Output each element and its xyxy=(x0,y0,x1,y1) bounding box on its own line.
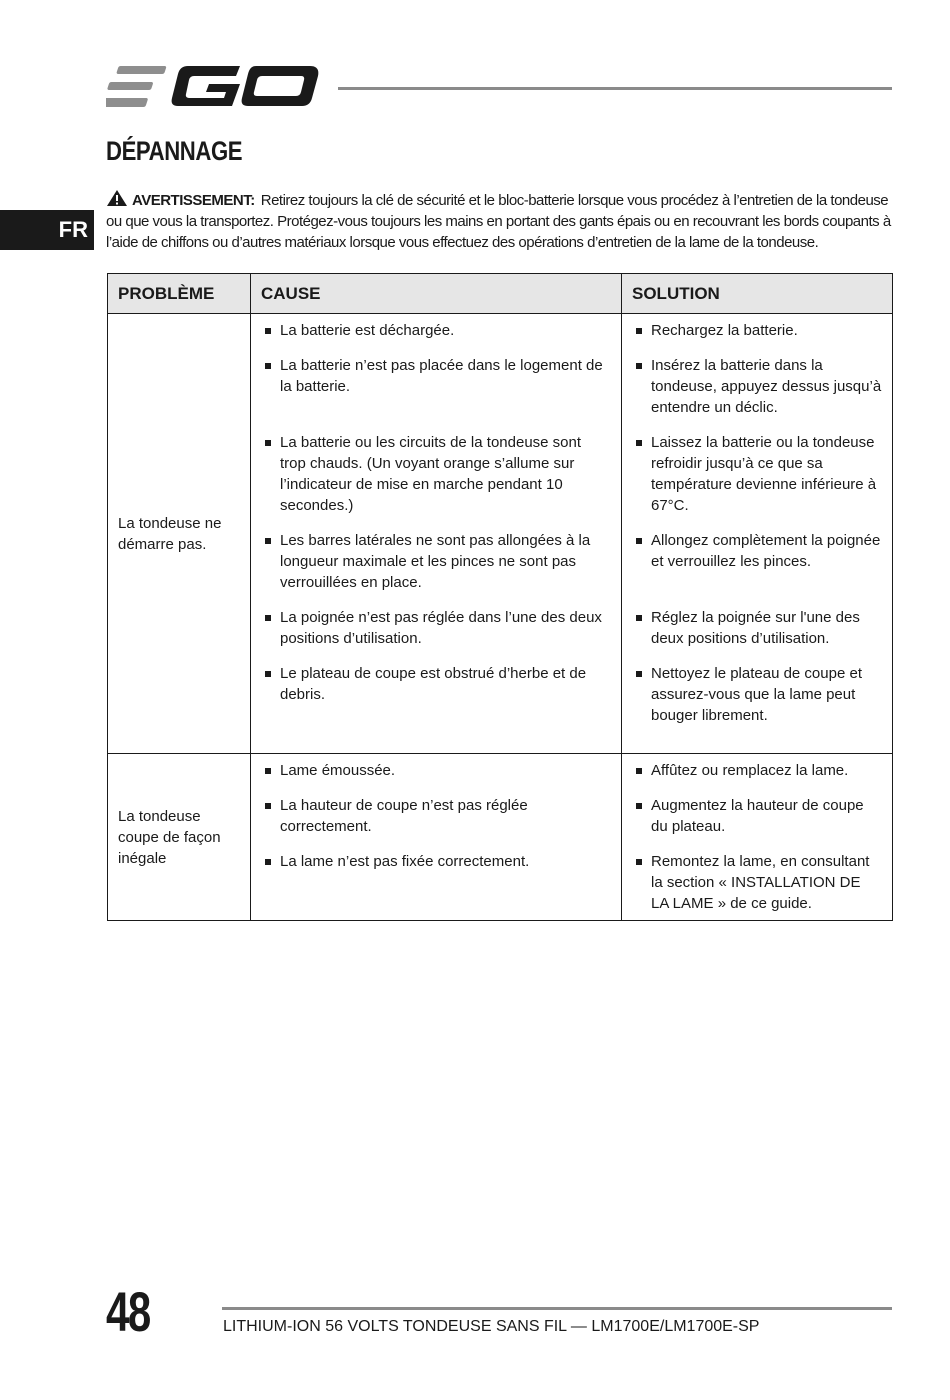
header-problem: PROBLÈME xyxy=(108,274,251,314)
footer-text: LITHIUM-ION 56 VOLTS TONDEUSE SANS FIL — LM1700E/LM1700E-SP xyxy=(223,1318,760,1335)
table-row xyxy=(108,754,893,921)
language-tab xyxy=(0,210,94,250)
solution-text: Insérez la batterie dans la tondeuse, appuyez dessus jusqu’à entendre un déclic. xyxy=(651,357,882,416)
cause-item xyxy=(263,795,611,837)
solution-cell xyxy=(622,314,893,754)
bullet-icon xyxy=(636,671,642,677)
bullet-icon xyxy=(265,803,271,809)
bullet-icon xyxy=(265,538,271,544)
warning-text: Retirez toujours la clé de sécurité et le bloc-batterie lorsque vous procédez à l’entretien de la tondeuse ou que vous la transportez. Protégez-vous toujours les mains en portant des gants épais ou en recouvrant les bords coupants à l’aide de chiffons ou d’autres matériaux lorsque vous effectuez des opérations d’entretien de la lame de la tondeuse. xyxy=(106,192,891,251)
bullet-icon xyxy=(636,538,642,544)
cause-item xyxy=(263,355,611,397)
troubleshooting-table xyxy=(107,273,893,921)
warning-triangle-icon xyxy=(106,189,128,207)
bullet-icon xyxy=(636,615,642,621)
bullet-icon xyxy=(636,768,642,774)
header-solution: SOLUTION xyxy=(622,274,893,314)
solution-text: Rechargez la batterie. xyxy=(651,322,798,339)
cause-text: La batterie ou les circuits de la tondeuse sont trop chauds. (Un voyant orange s’allume sur l’indicateur de mise en marche pendant 10 secondes.) xyxy=(280,434,582,514)
cause-item xyxy=(263,607,611,649)
warning-label: AVERTISSEMENT: xyxy=(132,192,255,209)
table-row xyxy=(108,314,893,754)
bullet-icon xyxy=(636,328,642,334)
bullet-icon xyxy=(636,440,642,446)
ego-logo xyxy=(106,62,320,112)
cause-item xyxy=(263,432,611,516)
solution-item xyxy=(634,760,882,781)
solution-text: Affûtez ou remplacez la lame. xyxy=(651,762,849,779)
cause-item xyxy=(263,320,611,341)
cause-item xyxy=(263,760,611,781)
solution-text: Laissez la batterie ou la tondeuse refroidir jusqu’à ce que sa température devienne inférieure à 67°C. xyxy=(651,434,877,514)
solution-item xyxy=(634,320,882,341)
cause-cell xyxy=(251,314,622,754)
problem-cell: La tondeuse ne démarre pas. xyxy=(108,314,251,754)
solution-text: Allongez complètement la poignée et verrouillez les pinces. xyxy=(651,532,881,570)
problem-cell: La tondeuse coupe de façon inégale xyxy=(108,754,251,921)
cause-text: Lame émoussée. xyxy=(280,762,396,779)
bullet-icon xyxy=(265,363,271,369)
solution-text: Réglez la poignée sur l'une des deux positions d’utilisation. xyxy=(651,609,860,647)
solution-item xyxy=(634,795,882,837)
bullet-icon xyxy=(265,671,271,677)
cause-item xyxy=(263,663,611,705)
cause-text: La hauteur de coupe n’est pas réglée correctement. xyxy=(280,797,528,835)
page-number: 48 xyxy=(106,1280,150,1343)
solution-text: Nettoyez le plateau de coupe et assurez-vous que la lame peut bouger librement. xyxy=(651,665,862,724)
section-title: DÉPANNAGE xyxy=(106,136,243,166)
solution-item xyxy=(634,663,882,726)
cause-item xyxy=(263,851,611,872)
language-tab-label: FR xyxy=(58,217,88,242)
table-header-row xyxy=(108,274,893,314)
solution-item xyxy=(634,530,882,572)
header-cause: CAUSE xyxy=(251,274,622,314)
bullet-icon xyxy=(636,859,642,865)
cause-text: La batterie n’est pas placée dans le logement de la batterie. xyxy=(280,357,603,395)
cause-text: La poignée n’est pas réglée dans l’une des deux positions d’utilisation. xyxy=(280,609,602,647)
solution-item xyxy=(634,851,882,914)
solution-item xyxy=(634,607,882,649)
warning-notice xyxy=(106,189,896,253)
bullet-icon xyxy=(636,803,642,809)
cause-text: La batterie est déchargée. xyxy=(280,322,455,339)
header-rule xyxy=(338,87,892,90)
cause-text: Le plateau de coupe est obstrué d’herbe et de debris. xyxy=(280,665,587,703)
bullet-icon xyxy=(265,859,271,865)
bullet-icon xyxy=(265,768,271,774)
solution-item xyxy=(634,432,882,516)
cause-text: Les barres latérales ne sont pas allongées à la longueur maximale et les pinces ne sont pas verrouillées en place. xyxy=(280,532,591,591)
bullet-icon xyxy=(265,328,271,334)
solution-cell xyxy=(622,754,893,921)
bullet-icon xyxy=(265,440,271,446)
solution-text: Augmentez la hauteur de coupe du plateau. xyxy=(651,797,864,835)
solution-text: Remontez la lame, en consultant la section « INSTALLATION DE LA LAME » de ce guide. xyxy=(651,853,870,912)
cause-cell xyxy=(251,754,622,921)
bullet-icon xyxy=(265,615,271,621)
cause-text: La lame n’est pas fixée correctement. xyxy=(280,853,530,870)
cause-item xyxy=(263,530,611,593)
footer-rule xyxy=(222,1307,892,1310)
solution-item xyxy=(634,355,882,418)
bullet-icon xyxy=(636,363,642,369)
